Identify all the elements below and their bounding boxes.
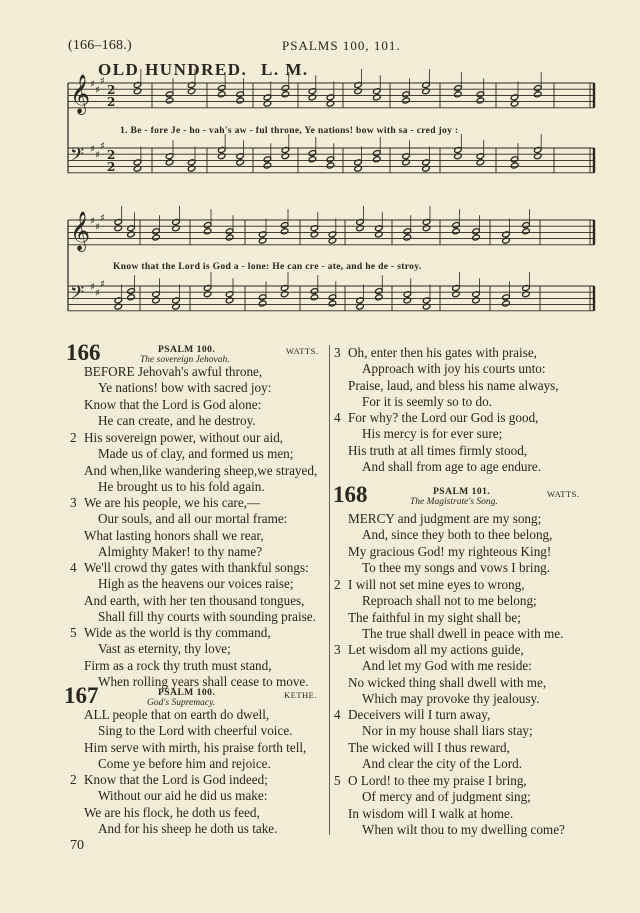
- hymn-number: 166: [66, 340, 101, 365]
- verse-line: The true shall dwell in peace with me.: [362, 625, 564, 641]
- stanza: [70, 560, 316, 625]
- sharp-icon: ♯: [100, 76, 105, 87]
- note-head: [236, 97, 244, 104]
- verse-line: And let my God with me reside:: [362, 658, 532, 674]
- stanza: [70, 772, 278, 837]
- stanza-number: 4: [334, 707, 341, 722]
- sharp-icon: ♯: [90, 216, 95, 227]
- note-head: [152, 228, 160, 235]
- hymn-subtitle: God's Supremacy.: [147, 698, 216, 708]
- verse-line: What lasting honors shall we rear,: [84, 527, 264, 543]
- stanza-number: 3: [334, 345, 341, 360]
- hymn-author: KETHE.: [284, 690, 317, 700]
- verse-line: Oh, enter then his gates with praise,: [348, 345, 537, 360]
- verse-line: Deceivers will I turn away,: [348, 707, 491, 722]
- note-head: [454, 85, 462, 92]
- note-head: [452, 222, 460, 229]
- stanza: [70, 495, 288, 560]
- stanza: [348, 511, 552, 576]
- hymn-author: WATTS.: [547, 489, 580, 499]
- verse-line: Shall fill thy courts with sounding praise.: [98, 608, 316, 624]
- verse-line: Know that the Lord is God indeed;: [84, 772, 268, 787]
- note-head: [236, 91, 244, 98]
- note-head: [534, 91, 542, 98]
- stanza: [334, 642, 547, 707]
- note-head: [326, 156, 334, 163]
- sharp-icon: ♯: [95, 150, 100, 161]
- note-head: [308, 156, 316, 163]
- verse-line: And, since they both to thee belong,: [362, 527, 553, 543]
- lyrics-line-1: 1. Be - fore Je - ho - vah's aw - ful throne, Ye nations! bow with sa - cred joy :: [120, 125, 459, 136]
- note-head: [502, 294, 510, 301]
- verse-line: And for his sheep he doth us take.: [98, 820, 278, 836]
- stanza: [70, 625, 309, 690]
- tune-meter: L. M.: [261, 60, 309, 79]
- verse-line: And clear the city of the Lord.: [362, 755, 523, 771]
- note-head: [403, 234, 411, 241]
- stanza-number: 2: [70, 430, 77, 445]
- note-head: [328, 300, 336, 307]
- note-head: [402, 97, 410, 104]
- verse-line: Of mercy and of judgment sing;: [362, 789, 531, 805]
- note-head: [203, 228, 211, 235]
- verse-line: I will not set mine eyes to wrong,: [348, 577, 525, 592]
- hymn-number: 168: [333, 482, 368, 507]
- note-head: [308, 150, 316, 157]
- verse-line: The faithful in my sight shall be;: [348, 609, 521, 625]
- note-head: [203, 222, 211, 229]
- treble-clef-icon: 𝄞: [70, 211, 91, 251]
- note-head: [218, 85, 226, 92]
- verse-line: Know that the Lord is God alone:: [84, 396, 262, 412]
- hymn-number: 167: [64, 683, 99, 708]
- verse-line: His mercy is for ever sure;: [362, 426, 503, 442]
- verse-line: And when,like wandering sheep,we strayed,: [84, 462, 318, 478]
- note-head: [281, 91, 289, 98]
- note-head: [310, 294, 318, 301]
- page-range: (166–168.): [68, 38, 132, 53]
- verse-line: When rolling years shall cease to move.: [98, 673, 309, 689]
- note-head: [375, 294, 383, 301]
- stanza-number: 4: [334, 410, 341, 425]
- verse-line: Approach with joy his courts unto:: [362, 361, 546, 377]
- verse-line: High as the heavens our voices raise;: [98, 576, 294, 592]
- hymn-subtitle: The sovereign Jehovah.: [140, 355, 230, 365]
- note-head: [452, 228, 460, 235]
- lyrics-line-2: Know that the Lord is God a - lone: He can cre - ate, and he de - stroy.: [113, 261, 422, 272]
- stanza: [70, 430, 318, 495]
- verse-line: Firm as a rock thy truth must stand,: [84, 657, 272, 673]
- note-head: [280, 228, 288, 235]
- note-head: [522, 228, 530, 235]
- verse-line: The wicked will I thus reward,: [348, 739, 510, 755]
- music-score: [0, 0, 640, 340]
- verse-line: No wicked thing shall dwell with me,: [348, 674, 547, 690]
- verse-line: Almighty Maker! to thy name?: [98, 543, 263, 559]
- verse-line: Come ye before him and rejoice.: [98, 755, 271, 771]
- verse-line: Nor in my house shall liars stay;: [362, 723, 533, 739]
- note-head: [328, 294, 336, 301]
- sharp-icon: ♯: [95, 288, 100, 299]
- stanza-number: 5: [70, 625, 77, 640]
- page-number: 70: [70, 838, 84, 853]
- verse-line: We'll crowd thy gates with thankful songs:: [84, 560, 309, 575]
- verse-line: His sovereign power, without our aid,: [84, 430, 284, 445]
- verse-line: He brought us to his fold again.: [98, 478, 265, 494]
- hymn-title: PSALM 101.: [433, 487, 491, 497]
- verse-line: And shall from age to age endure.: [362, 458, 542, 474]
- stanza: [334, 773, 565, 838]
- verse-line: Wide as the world is thy command,: [84, 625, 271, 640]
- stanza: [334, 345, 559, 410]
- verse-line: Without our aid he did us make:: [98, 788, 268, 804]
- note-head: [476, 91, 484, 98]
- note-head: [225, 234, 233, 241]
- verse-line: My gracious God! my righteous King!: [348, 543, 552, 559]
- note-head: [281, 85, 289, 92]
- stanza-number: 5: [334, 773, 341, 788]
- running-title: PSALMS 100, 101.: [282, 38, 401, 53]
- note-head: [373, 156, 381, 163]
- note-head: [310, 288, 318, 295]
- verse-line: Reproach shall not to me belong;: [362, 593, 537, 609]
- verse-line: Him serve with mirth, his praise forth tell,: [84, 739, 307, 755]
- treble-clef-icon: 𝄞: [70, 74, 91, 114]
- note-head: [476, 97, 484, 104]
- verse-line: Made us of clay, and formed us men;: [98, 446, 294, 462]
- note-head: [502, 300, 510, 307]
- verse-line: He can create, and he destroy.: [98, 412, 256, 428]
- note-head: [510, 162, 518, 169]
- note-head: [165, 91, 173, 98]
- verse-line: For it is seemly so to do.: [362, 393, 493, 409]
- note-head: [218, 91, 226, 98]
- note-head: [522, 222, 530, 229]
- verse-line: Which may provoke thy jealousy.: [362, 690, 540, 706]
- note-head: [472, 234, 480, 241]
- time-signature: 2: [107, 160, 116, 174]
- note-head: [263, 156, 271, 163]
- sharp-icon: ♯: [95, 85, 100, 96]
- note-head: [165, 97, 173, 104]
- note-head: [510, 156, 518, 163]
- verse-line: When wilt thou to my dwelling come?: [362, 821, 565, 837]
- tune-name: OLD HUNDRED.: [98, 60, 248, 79]
- verse-line: O Lord! to thee my praise I bring,: [348, 773, 527, 788]
- time-signature: 2: [107, 83, 116, 97]
- note-head: [127, 288, 135, 295]
- note-head: [127, 294, 135, 301]
- note-head: [373, 150, 381, 157]
- sharp-icon: ♯: [90, 282, 95, 293]
- stanza: [84, 707, 306, 772]
- stanza-number: 3: [334, 642, 341, 657]
- hymn-subtitle: The Magistrate's Song.: [410, 497, 498, 507]
- note-head: [225, 228, 233, 235]
- note-head: [534, 85, 542, 92]
- hymn-title: PSALM 100.: [158, 345, 216, 355]
- verse-line: In wisdom will I walk at home.: [348, 805, 514, 821]
- note-head: [258, 294, 266, 301]
- sharp-icon: ♯: [100, 279, 105, 290]
- note-head: [263, 162, 271, 169]
- note-head: [375, 288, 383, 295]
- verse-line: Vast as eternity, thy love;: [98, 641, 231, 657]
- verse-line: ALL people that on earth do dwell,: [84, 707, 270, 722]
- verse-line: To thee my songs and vows I bring.: [362, 559, 551, 575]
- verse-line: His truth at all times firmly stood,: [348, 442, 528, 458]
- sharp-icon: ♯: [100, 213, 105, 224]
- verse-line: BEFORE Jehovah's awful throne,: [84, 364, 263, 379]
- verse-line: We are his people, we his care,—: [84, 495, 261, 510]
- sharp-icon: ♯: [100, 141, 105, 152]
- column-divider: [329, 345, 330, 835]
- verse-line: We are his flock, he doth us feed,: [84, 804, 260, 820]
- stanza-number: 2: [334, 577, 341, 592]
- verse-line: Our souls, and all our mortal frame:: [98, 511, 288, 527]
- hymn-author: WATTS.: [286, 346, 319, 356]
- note-head: [152, 234, 160, 241]
- verse-line: Ye nations! bow with sacred joy:: [98, 380, 272, 396]
- verse-line: Let wisdom all my actions guide,: [348, 642, 524, 657]
- note-head: [280, 222, 288, 229]
- verse-line: Sing to the Lord with cheerful voice.: [98, 723, 293, 739]
- verse-line: For why? the Lord our God is good,: [348, 410, 539, 425]
- time-signature: 2: [107, 148, 116, 162]
- bass-clef-icon: 𝄢: [70, 283, 85, 308]
- note-head: [258, 300, 266, 307]
- hymn-title: PSALM 100.: [158, 688, 216, 698]
- stanza: [84, 364, 271, 429]
- stanza: [334, 410, 542, 475]
- stanza-number: 2: [70, 772, 77, 787]
- stanza: [334, 577, 564, 642]
- sharp-icon: ♯: [95, 222, 100, 233]
- note-head: [403, 228, 411, 235]
- stanza: [334, 707, 533, 772]
- bass-clef-icon: 𝄢: [70, 145, 85, 170]
- note-head: [472, 228, 480, 235]
- sharp-icon: ♯: [90, 79, 95, 90]
- verse-line: Praise, laud, and bless his name always,: [348, 377, 559, 393]
- verse-line: And earth, with her ten thousand tongues,: [84, 592, 305, 608]
- time-signature: 2: [107, 95, 116, 109]
- stanza-number: 4: [70, 560, 77, 575]
- note-head: [402, 91, 410, 98]
- note-head: [326, 162, 334, 169]
- sharp-icon: ♯: [90, 144, 95, 155]
- verse-line: MERCY and judgment are my song;: [348, 511, 542, 526]
- stanza-number: 3: [70, 495, 77, 510]
- note-head: [454, 91, 462, 98]
